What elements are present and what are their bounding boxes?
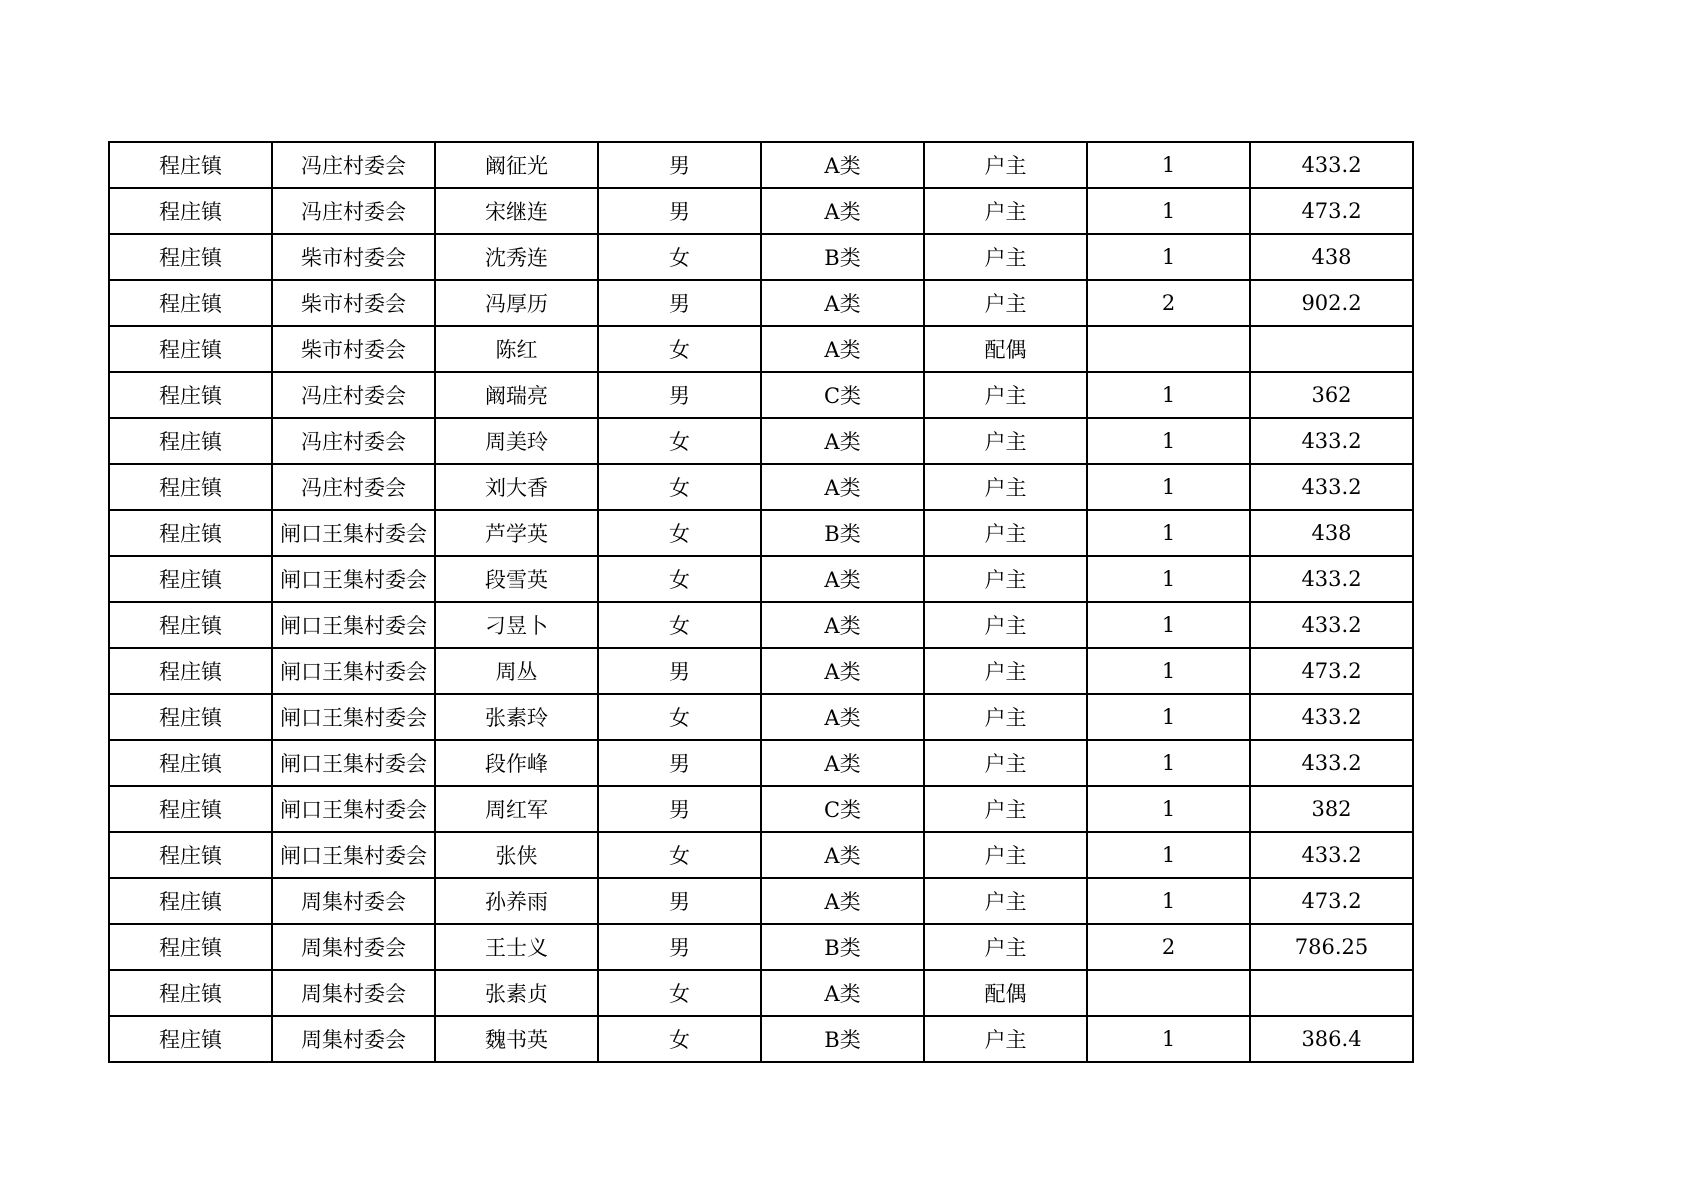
household-size-cell: 1 xyxy=(1087,234,1250,280)
town-cell: 程庄镇 xyxy=(109,280,272,326)
gender-cell: 女 xyxy=(598,694,761,740)
household-relation-cell: 户主 xyxy=(924,786,1087,832)
town-cell: 程庄镇 xyxy=(109,510,272,556)
household-relation-cell: 户主 xyxy=(924,1016,1087,1062)
amount-cell: 433.2 xyxy=(1250,740,1413,786)
household-size-cell xyxy=(1087,326,1250,372)
table-row xyxy=(109,1016,1413,1062)
person-name-cell: 周美玲 xyxy=(435,418,598,464)
table-row xyxy=(109,464,1413,510)
town-cell: 程庄镇 xyxy=(109,234,272,280)
gender-cell: 女 xyxy=(598,1016,761,1062)
household-relation-cell: 户主 xyxy=(924,418,1087,464)
household-size-cell: 1 xyxy=(1087,464,1250,510)
person-name-cell: 张素玲 xyxy=(435,694,598,740)
household-size-cell: 1 xyxy=(1087,694,1250,740)
village-committee-cell: 柴市村委会 xyxy=(272,234,435,280)
village-committee-cell: 冯庄村委会 xyxy=(272,142,435,188)
table-row xyxy=(109,280,1413,326)
category-cell: A类 xyxy=(761,188,924,234)
amount-cell: 433.2 xyxy=(1250,602,1413,648)
gender-cell: 女 xyxy=(598,464,761,510)
village-committee-cell: 周集村委会 xyxy=(272,878,435,924)
amount-cell xyxy=(1250,326,1413,372)
amount-cell: 433.2 xyxy=(1250,464,1413,510)
person-name-cell: 沈秀连 xyxy=(435,234,598,280)
amount-cell: 473.2 xyxy=(1250,188,1413,234)
category-cell: B类 xyxy=(761,924,924,970)
table-row xyxy=(109,510,1413,556)
village-committee-cell: 闸口王集村委会 xyxy=(272,648,435,694)
gender-cell: 男 xyxy=(598,372,761,418)
village-committee-cell: 柴市村委会 xyxy=(272,280,435,326)
amount-cell: 473.2 xyxy=(1250,648,1413,694)
household-size-cell: 1 xyxy=(1087,648,1250,694)
gender-cell: 男 xyxy=(598,280,761,326)
person-name-cell: 周丛 xyxy=(435,648,598,694)
town-cell: 程庄镇 xyxy=(109,142,272,188)
person-name-cell: 芦学英 xyxy=(435,510,598,556)
category-cell: C类 xyxy=(761,786,924,832)
village-committee-cell: 周集村委会 xyxy=(272,970,435,1016)
village-committee-cell: 闸口王集村委会 xyxy=(272,832,435,878)
household-relation-cell: 户主 xyxy=(924,280,1087,326)
amount-cell: 902.2 xyxy=(1250,280,1413,326)
gender-cell: 男 xyxy=(598,878,761,924)
category-cell: A类 xyxy=(761,602,924,648)
gender-cell: 女 xyxy=(598,970,761,1016)
gender-cell: 女 xyxy=(598,234,761,280)
category-cell: A类 xyxy=(761,464,924,510)
person-name-cell: 冯厚历 xyxy=(435,280,598,326)
category-cell: A类 xyxy=(761,694,924,740)
category-cell: A类 xyxy=(761,556,924,602)
gender-cell: 女 xyxy=(598,556,761,602)
table-row xyxy=(109,188,1413,234)
person-name-cell: 魏书英 xyxy=(435,1016,598,1062)
town-cell: 程庄镇 xyxy=(109,326,272,372)
household-relation-cell: 户主 xyxy=(924,556,1087,602)
town-cell: 程庄镇 xyxy=(109,418,272,464)
household-size-cell: 1 xyxy=(1087,556,1250,602)
table-row xyxy=(109,648,1413,694)
table-row xyxy=(109,372,1413,418)
household-size-cell: 1 xyxy=(1087,372,1250,418)
household-relation-cell: 户主 xyxy=(924,740,1087,786)
household-relation-cell: 户主 xyxy=(924,602,1087,648)
town-cell: 程庄镇 xyxy=(109,878,272,924)
person-name-cell: 孙养雨 xyxy=(435,878,598,924)
gender-cell: 女 xyxy=(598,510,761,556)
category-cell: A类 xyxy=(761,878,924,924)
village-committee-cell: 周集村委会 xyxy=(272,1016,435,1062)
person-name-cell: 周红军 xyxy=(435,786,598,832)
gender-cell: 女 xyxy=(598,418,761,464)
table-row xyxy=(109,418,1413,464)
household-size-cell: 2 xyxy=(1087,280,1250,326)
village-committee-cell: 闸口王集村委会 xyxy=(272,694,435,740)
gender-cell: 男 xyxy=(598,648,761,694)
person-name-cell: 段作峰 xyxy=(435,740,598,786)
town-cell: 程庄镇 xyxy=(109,786,272,832)
household-relation-cell: 户主 xyxy=(924,464,1087,510)
household-relation-cell: 户主 xyxy=(924,372,1087,418)
table-row xyxy=(109,878,1413,924)
gender-cell: 女 xyxy=(598,832,761,878)
village-committee-cell: 周集村委会 xyxy=(272,924,435,970)
household-size-cell: 1 xyxy=(1087,832,1250,878)
person-name-cell: 宋继连 xyxy=(435,188,598,234)
amount-cell: 433.2 xyxy=(1250,832,1413,878)
household-size-cell: 1 xyxy=(1087,878,1250,924)
household-size-cell: 1 xyxy=(1087,142,1250,188)
records-table xyxy=(108,141,1414,1063)
amount-cell: 433.2 xyxy=(1250,418,1413,464)
town-cell: 程庄镇 xyxy=(109,556,272,602)
village-committee-cell: 冯庄村委会 xyxy=(272,188,435,234)
category-cell: A类 xyxy=(761,832,924,878)
town-cell: 程庄镇 xyxy=(109,648,272,694)
amount-cell: 362 xyxy=(1250,372,1413,418)
village-committee-cell: 闸口王集村委会 xyxy=(272,740,435,786)
category-cell: A类 xyxy=(761,280,924,326)
village-committee-cell: 闸口王集村委会 xyxy=(272,510,435,556)
table-row xyxy=(109,694,1413,740)
amount-cell: 786.25 xyxy=(1250,924,1413,970)
category-cell: A类 xyxy=(761,142,924,188)
category-cell: A类 xyxy=(761,418,924,464)
village-committee-cell: 柴市村委会 xyxy=(272,326,435,372)
person-name-cell: 阚征光 xyxy=(435,142,598,188)
town-cell: 程庄镇 xyxy=(109,464,272,510)
village-committee-cell: 闸口王集村委会 xyxy=(272,556,435,602)
table-row xyxy=(109,142,1413,188)
category-cell: B类 xyxy=(761,234,924,280)
household-size-cell: 1 xyxy=(1087,418,1250,464)
category-cell: A类 xyxy=(761,648,924,694)
household-size-cell: 1 xyxy=(1087,786,1250,832)
town-cell: 程庄镇 xyxy=(109,372,272,418)
household-relation-cell: 户主 xyxy=(924,142,1087,188)
household-relation-cell: 户主 xyxy=(924,648,1087,694)
household-size-cell: 1 xyxy=(1087,602,1250,648)
village-committee-cell: 闸口王集村委会 xyxy=(272,786,435,832)
person-name-cell: 刘大香 xyxy=(435,464,598,510)
person-name-cell: 段雪英 xyxy=(435,556,598,602)
gender-cell: 女 xyxy=(598,326,761,372)
amount-cell: 438 xyxy=(1250,510,1413,556)
village-committee-cell: 冯庄村委会 xyxy=(272,372,435,418)
household-relation-cell: 户主 xyxy=(924,878,1087,924)
amount-cell xyxy=(1250,970,1413,1016)
town-cell: 程庄镇 xyxy=(109,924,272,970)
table-row xyxy=(109,832,1413,878)
town-cell: 程庄镇 xyxy=(109,694,272,740)
village-committee-cell: 闸口王集村委会 xyxy=(272,602,435,648)
amount-cell: 433.2 xyxy=(1250,694,1413,740)
table-row xyxy=(109,786,1413,832)
category-cell: A类 xyxy=(761,326,924,372)
category-cell: B类 xyxy=(761,1016,924,1062)
household-size-cell: 1 xyxy=(1087,188,1250,234)
village-committee-cell: 冯庄村委会 xyxy=(272,464,435,510)
table-row xyxy=(109,326,1413,372)
amount-cell: 382 xyxy=(1250,786,1413,832)
table-row xyxy=(109,556,1413,602)
household-relation-cell: 户主 xyxy=(924,234,1087,280)
town-cell: 程庄镇 xyxy=(109,188,272,234)
category-cell: A类 xyxy=(761,740,924,786)
household-relation-cell: 户主 xyxy=(924,188,1087,234)
table-row xyxy=(109,602,1413,648)
gender-cell: 男 xyxy=(598,188,761,234)
category-cell: B类 xyxy=(761,510,924,556)
amount-cell: 386.4 xyxy=(1250,1016,1413,1062)
table-row xyxy=(109,234,1413,280)
town-cell: 程庄镇 xyxy=(109,832,272,878)
household-size-cell: 1 xyxy=(1087,510,1250,556)
household-size-cell: 1 xyxy=(1087,1016,1250,1062)
household-relation-cell: 配偶 xyxy=(924,970,1087,1016)
person-name-cell: 陈红 xyxy=(435,326,598,372)
household-size-cell: 1 xyxy=(1087,740,1250,786)
person-name-cell: 张素贞 xyxy=(435,970,598,1016)
household-relation-cell: 户主 xyxy=(924,832,1087,878)
town-cell: 程庄镇 xyxy=(109,970,272,1016)
gender-cell: 女 xyxy=(598,602,761,648)
category-cell: C类 xyxy=(761,372,924,418)
gender-cell: 男 xyxy=(598,924,761,970)
village-committee-cell: 冯庄村委会 xyxy=(272,418,435,464)
table-row xyxy=(109,924,1413,970)
amount-cell: 438 xyxy=(1250,234,1413,280)
person-name-cell: 王士义 xyxy=(435,924,598,970)
table-row xyxy=(109,970,1413,1016)
household-relation-cell: 户主 xyxy=(924,694,1087,740)
household-size-cell: 2 xyxy=(1087,924,1250,970)
town-cell: 程庄镇 xyxy=(109,740,272,786)
person-name-cell: 刁昱卜 xyxy=(435,602,598,648)
town-cell: 程庄镇 xyxy=(109,602,272,648)
gender-cell: 男 xyxy=(598,740,761,786)
category-cell: A类 xyxy=(761,970,924,1016)
gender-cell: 男 xyxy=(598,786,761,832)
amount-cell: 433.2 xyxy=(1250,556,1413,602)
person-name-cell: 阚瑞亮 xyxy=(435,372,598,418)
records-table-body xyxy=(109,142,1413,1062)
amount-cell: 433.2 xyxy=(1250,142,1413,188)
gender-cell: 男 xyxy=(598,142,761,188)
person-name-cell: 张侠 xyxy=(435,832,598,878)
household-relation-cell: 配偶 xyxy=(924,326,1087,372)
household-relation-cell: 户主 xyxy=(924,924,1087,970)
household-relation-cell: 户主 xyxy=(924,510,1087,556)
household-size-cell xyxy=(1087,970,1250,1016)
town-cell: 程庄镇 xyxy=(109,1016,272,1062)
table-row xyxy=(109,740,1413,786)
amount-cell: 473.2 xyxy=(1250,878,1413,924)
